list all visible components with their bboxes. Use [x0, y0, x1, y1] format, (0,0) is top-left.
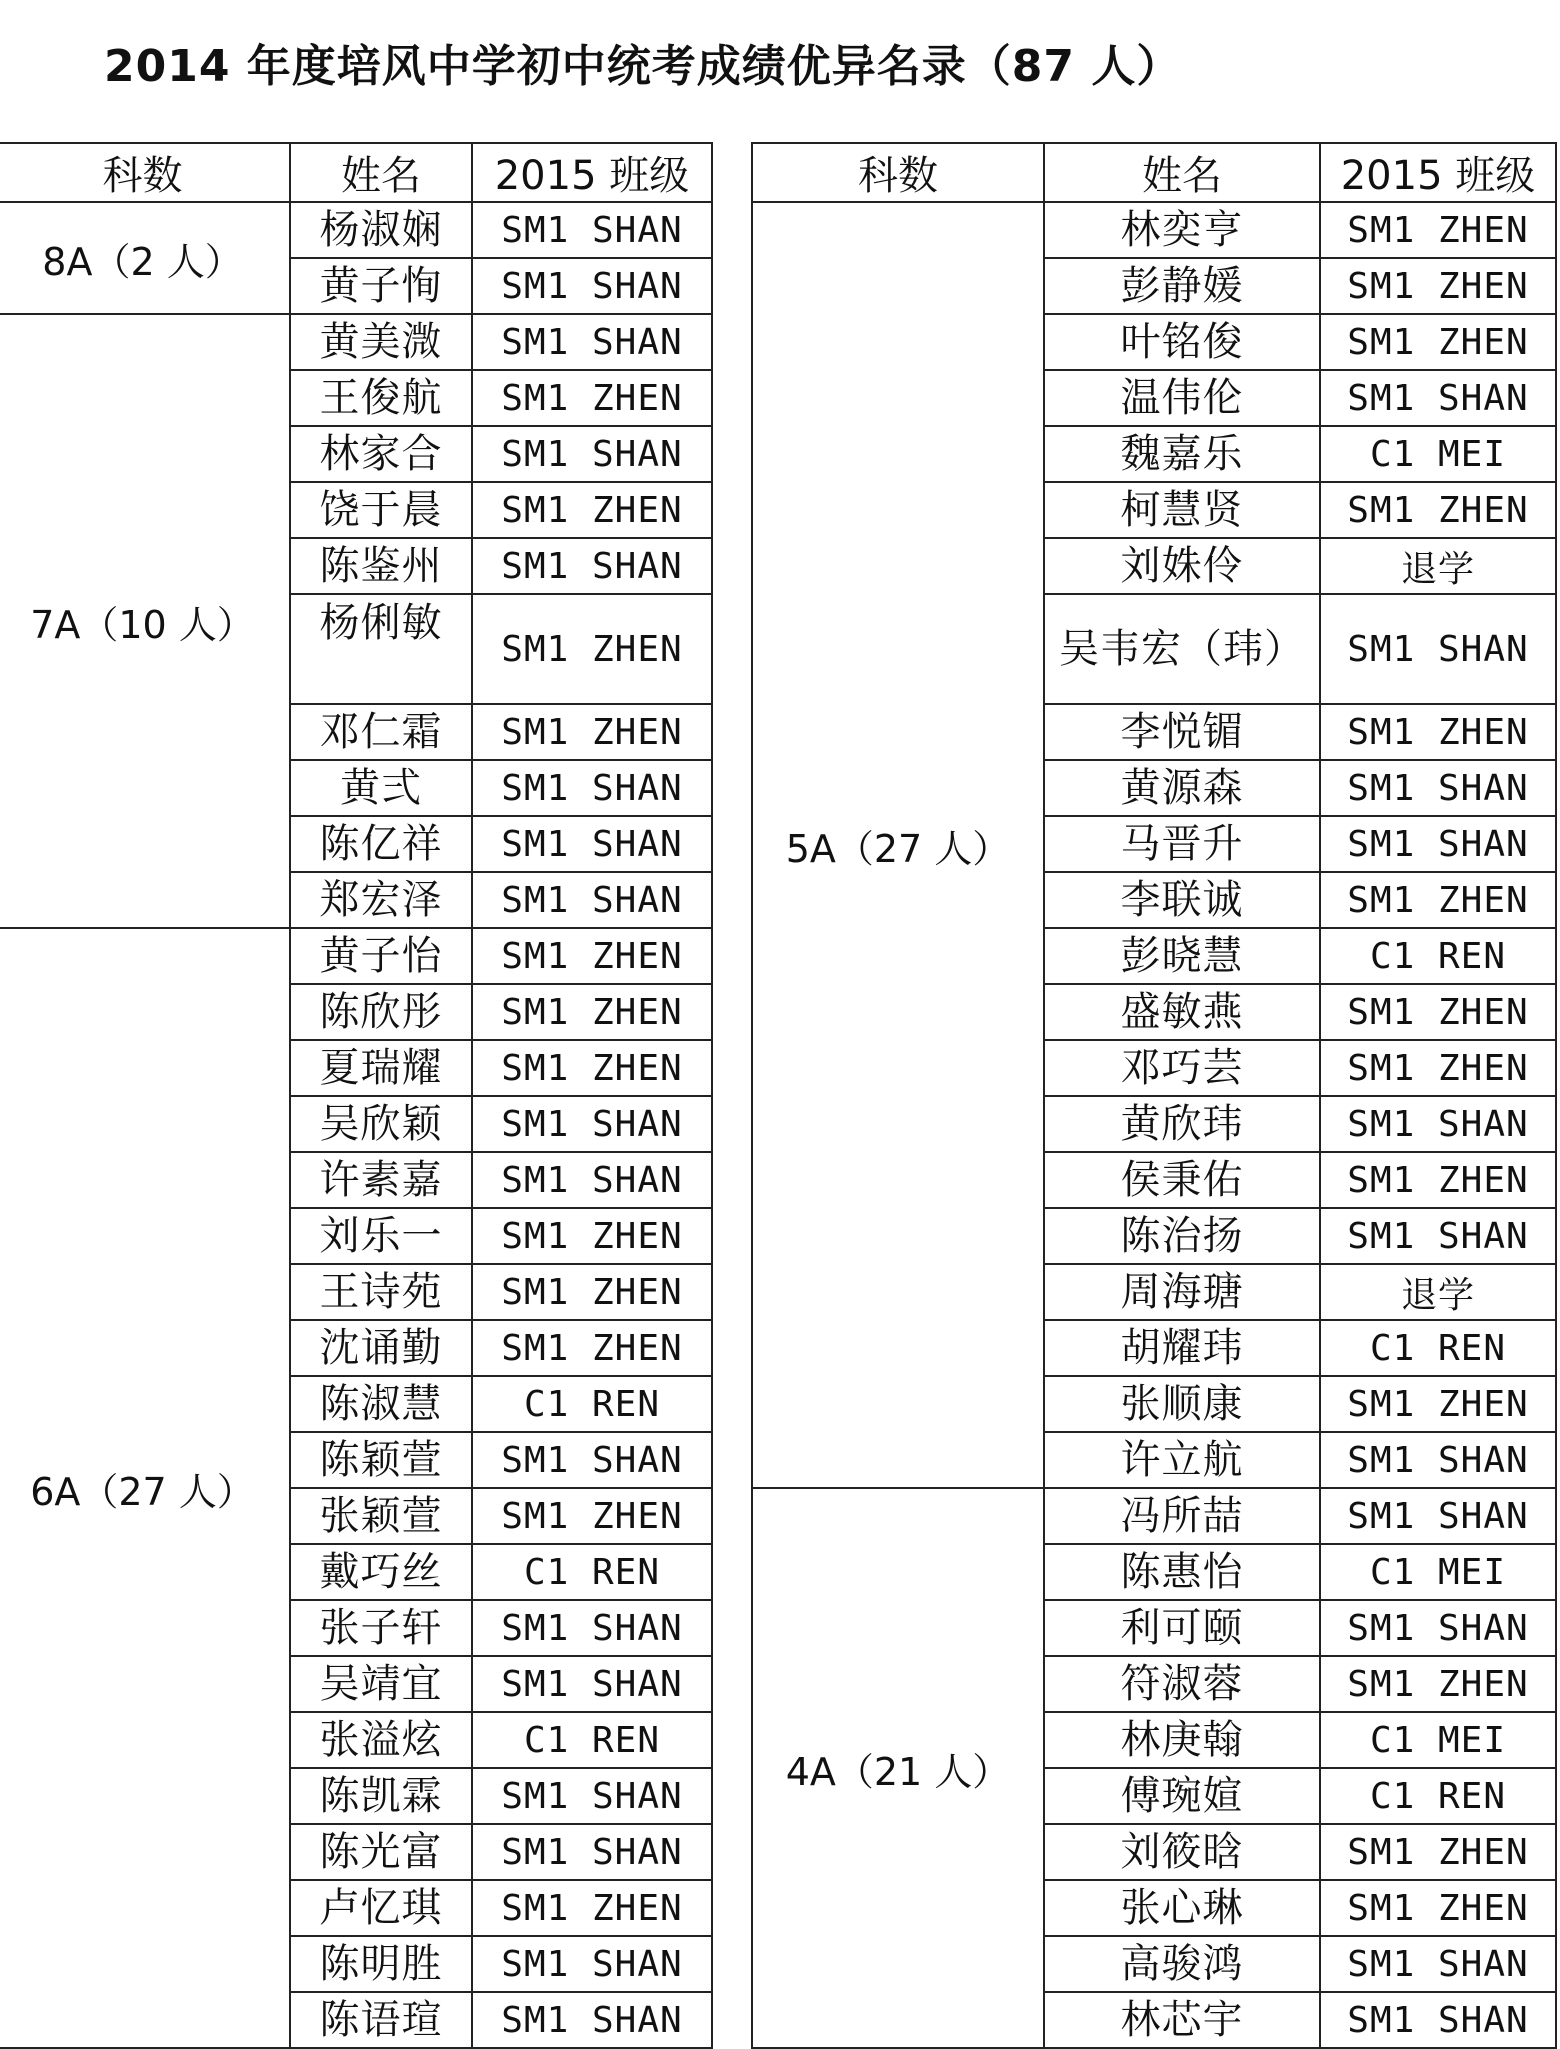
- student-name: 傅琬媗: [1044, 1768, 1320, 1824]
- student-name: 陈明胜: [290, 1936, 472, 1992]
- student-name: 吴韦宏（玮）: [1044, 594, 1320, 704]
- student-name: 马晋升: [1044, 816, 1320, 872]
- student-class: SM1 ZHEN: [472, 984, 712, 1040]
- student-class: C1 REN: [472, 1712, 712, 1768]
- student-name: 黄美溦: [290, 314, 472, 370]
- student-class: SM1 SHAN: [472, 816, 712, 872]
- student-class: C1 REN: [1320, 928, 1556, 984]
- subject-group-cell: 8A（2 人）: [0, 202, 290, 314]
- student-name: 吴靖宜: [290, 1656, 472, 1712]
- table-header-row: [0, 143, 712, 202]
- student-class: SM1 ZHEN: [1320, 1880, 1556, 1936]
- student-class: SM1 SHAN: [472, 538, 712, 594]
- student-class: SM1 SHAN: [472, 872, 712, 928]
- subject-group-cell: 7A（10 人）: [0, 314, 290, 928]
- student-class: SM1 ZHEN: [1320, 984, 1556, 1040]
- student-name: 王俊航: [290, 370, 472, 426]
- student-name: 杨淑娴: [290, 202, 472, 258]
- student-class: SM1 ZHEN: [472, 370, 712, 426]
- student-name: 黄弍: [290, 760, 472, 816]
- student-class: SM1 SHAN: [472, 1152, 712, 1208]
- student-class: SM1 SHAN: [472, 1936, 712, 1992]
- student-name: 张溢炫: [290, 1712, 472, 1768]
- student-class: SM1 SHAN: [472, 1600, 712, 1656]
- student-name: 高骏鸿: [1044, 1936, 1320, 1992]
- student-class: SM1 SHAN: [1320, 1432, 1556, 1488]
- student-class: 退学: [1320, 1264, 1556, 1320]
- table-header-row: [752, 143, 1556, 202]
- student-name: 黄源森: [1044, 760, 1320, 816]
- student-class: SM1 SHAN: [472, 1656, 712, 1712]
- student-name: 邓巧芸: [1044, 1040, 1320, 1096]
- subject-group-cell: 4A（21 人）: [752, 1488, 1044, 2048]
- subject-group-cell: 6A（27 人）: [0, 928, 290, 2048]
- student-class: SM1 ZHEN: [1320, 704, 1556, 760]
- table-row: [0, 928, 712, 984]
- student-class: SM1 SHAN: [472, 1992, 712, 2048]
- student-name: 黄子怡: [290, 928, 472, 984]
- student-name: 卢忆琪: [290, 1880, 472, 1936]
- student-class: SM1 ZHEN: [472, 1040, 712, 1096]
- student-class: SM1 SHAN: [472, 1768, 712, 1824]
- table-row: [0, 314, 712, 370]
- student-name: 叶铭俊: [1044, 314, 1320, 370]
- student-name: 刘姝伶: [1044, 538, 1320, 594]
- student-class: C1 MEI: [1320, 1712, 1556, 1768]
- student-class: SM1 SHAN: [1320, 1936, 1556, 1992]
- student-class: SM1 ZHEN: [1320, 1040, 1556, 1096]
- student-name: 张子轩: [290, 1600, 472, 1656]
- student-class: SM1 SHAN: [472, 1432, 712, 1488]
- student-class: SM1 ZHEN: [472, 482, 712, 538]
- student-class: C1 REN: [1320, 1768, 1556, 1824]
- student-name: 陈淑慧: [290, 1376, 472, 1432]
- student-name: 陈光富: [290, 1824, 472, 1880]
- student-name: 彭静媛: [1044, 258, 1320, 314]
- student-class: SM1 ZHEN: [1320, 1824, 1556, 1880]
- student-class: SM1 SHAN: [472, 1096, 712, 1152]
- student-name: 周海瑭: [1044, 1264, 1320, 1320]
- student-name: 邓仁霜: [290, 704, 472, 760]
- student-name: 陈欣彤: [290, 984, 472, 1040]
- student-class: SM1 SHAN: [1320, 760, 1556, 816]
- student-name: 陈亿祥: [290, 816, 472, 872]
- student-class: SM1 SHAN: [472, 314, 712, 370]
- student-class: SM1 SHAN: [472, 426, 712, 482]
- header-subject: 科数: [0, 143, 290, 202]
- student-name: 胡耀玮: [1044, 1320, 1320, 1376]
- student-class: C1 REN: [472, 1544, 712, 1600]
- student-class: SM1 SHAN: [472, 202, 712, 258]
- student-class: SM1 ZHEN: [472, 1880, 712, 1936]
- student-name: 彭晓慧: [1044, 928, 1320, 984]
- student-class: SM1 ZHEN: [472, 1264, 712, 1320]
- student-name: 温伟伦: [1044, 370, 1320, 426]
- student-class: SM1 ZHEN: [472, 928, 712, 984]
- student-class: SM1 SHAN: [1320, 1488, 1556, 1544]
- student-name: 陈颖萱: [290, 1432, 472, 1488]
- student-name: 沈诵勤: [290, 1320, 472, 1376]
- student-class: 退学: [1320, 538, 1556, 594]
- student-name: 张颖萱: [290, 1488, 472, 1544]
- table-row: [752, 1488, 1556, 1544]
- student-class: SM1 ZHEN: [1320, 258, 1556, 314]
- student-class: SM1 ZHEN: [1320, 1656, 1556, 1712]
- document-title: 2014 年度培风中学初中统考成绩优异名录（87 人）: [104, 41, 1182, 92]
- student-name: 杨俐敏: [290, 594, 472, 704]
- student-class: SM1 SHAN: [472, 1824, 712, 1880]
- student-class: SM1 ZHEN: [1320, 1376, 1556, 1432]
- header-class: 2015 班级: [472, 143, 712, 202]
- student-name: 利可颐: [1044, 1600, 1320, 1656]
- student-name: 魏嘉乐: [1044, 426, 1320, 482]
- student-name: 夏瑞耀: [290, 1040, 472, 1096]
- student-name: 许素嘉: [290, 1152, 472, 1208]
- header-name: 姓名: [1044, 143, 1320, 202]
- student-name: 符淑蓉: [1044, 1656, 1320, 1712]
- student-name: 刘乐一: [290, 1208, 472, 1264]
- student-class: SM1 SHAN: [1320, 370, 1556, 426]
- student-name: 吴欣颖: [290, 1096, 472, 1152]
- student-name: 许立航: [1044, 1432, 1320, 1488]
- student-class: SM1 ZHEN: [472, 704, 712, 760]
- student-name: 郑宏泽: [290, 872, 472, 928]
- student-name: 林家合: [290, 426, 472, 482]
- student-class: C1 MEI: [1320, 1544, 1556, 1600]
- student-class: SM1 SHAN: [1320, 1992, 1556, 2048]
- student-name: 陈鉴州: [290, 538, 472, 594]
- student-name: 饶于晨: [290, 482, 472, 538]
- right-score-table: [751, 142, 1557, 2049]
- student-name: 戴巧丝: [290, 1544, 472, 1600]
- student-name: 冯所喆: [1044, 1488, 1320, 1544]
- student-class: SM1 ZHEN: [1320, 872, 1556, 928]
- student-name: 王诗苑: [290, 1264, 472, 1320]
- student-class: SM1 ZHEN: [1320, 1152, 1556, 1208]
- header-class: 2015 班级: [1320, 143, 1556, 202]
- student-class: SM1 ZHEN: [472, 1208, 712, 1264]
- student-class: SM1 ZHEN: [1320, 314, 1556, 370]
- student-name: 张心琳: [1044, 1880, 1320, 1936]
- student-class: SM1 ZHEN: [1320, 482, 1556, 538]
- student-class: SM1 SHAN: [1320, 816, 1556, 872]
- subject-group-cell: 5A（27 人）: [752, 202, 1044, 1488]
- student-name: 陈惠怡: [1044, 1544, 1320, 1600]
- student-class: C1 REN: [1320, 1320, 1556, 1376]
- student-class: SM1 ZHEN: [472, 1488, 712, 1544]
- student-class: SM1 SHAN: [1320, 1096, 1556, 1152]
- table-row: [0, 202, 712, 258]
- student-name: 林奕亨: [1044, 202, 1320, 258]
- student-class: SM1 ZHEN: [472, 594, 712, 704]
- student-class: C1 REN: [472, 1376, 712, 1432]
- student-name: 张顺康: [1044, 1376, 1320, 1432]
- student-name: 黄子恂: [290, 258, 472, 314]
- student-name: 李悦镅: [1044, 704, 1320, 760]
- student-name: 黄欣玮: [1044, 1096, 1320, 1152]
- header-subject: 科数: [752, 143, 1044, 202]
- student-class: SM1 ZHEN: [472, 1320, 712, 1376]
- student-name: 侯秉佑: [1044, 1152, 1320, 1208]
- student-class: SM1 ZHEN: [1320, 202, 1556, 258]
- student-class: C1 MEI: [1320, 426, 1556, 482]
- left-score-table: [0, 142, 713, 2049]
- student-name: 林庚翰: [1044, 1712, 1320, 1768]
- student-class: SM1 SHAN: [472, 760, 712, 816]
- student-class: SM1 SHAN: [1320, 1600, 1556, 1656]
- student-name: 林芯宇: [1044, 1992, 1320, 2048]
- student-name: 盛敏燕: [1044, 984, 1320, 1040]
- header-name: 姓名: [290, 143, 472, 202]
- student-name: 柯慧贤: [1044, 482, 1320, 538]
- student-name: 陈凯霖: [290, 1768, 472, 1824]
- student-name: 陈语瑄: [290, 1992, 472, 2048]
- student-class: SM1 SHAN: [1320, 1208, 1556, 1264]
- student-name: 陈治扬: [1044, 1208, 1320, 1264]
- student-name: 刘筱晗: [1044, 1824, 1320, 1880]
- table-row: [752, 202, 1556, 258]
- student-name: 李联诚: [1044, 872, 1320, 928]
- student-class: SM1 SHAN: [1320, 594, 1556, 704]
- student-class: SM1 SHAN: [472, 258, 712, 314]
